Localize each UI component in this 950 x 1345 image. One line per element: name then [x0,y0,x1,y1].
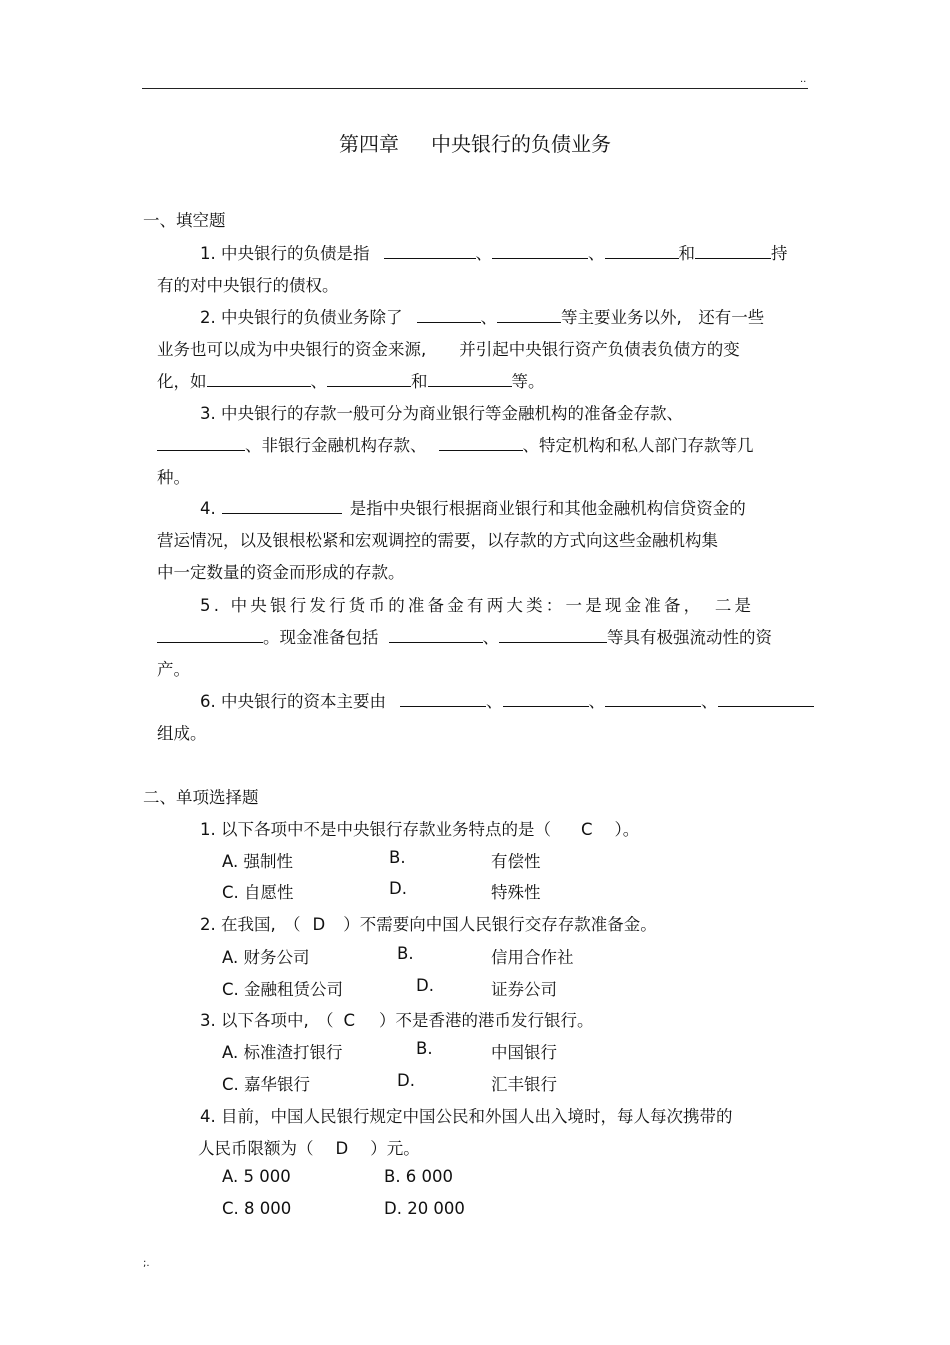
q2-line1: 2. 中央银行的负债业务除了 、 等主要业务以外, 还有一些 [200,308,765,327]
mc-q3-option-c: C. 嘉华银行 [222,1075,311,1094]
mc-q4-option-c: C. 8 000 [222,1199,292,1218]
q4-line3: 中一定数量的资金而形成的存款。 [157,563,405,582]
mc-q4-option-a: A. 5 000 [222,1167,291,1186]
q3-line3: 种。 [157,468,190,487]
mc-q3-answer: C [343,1011,356,1030]
q5-line3: 产。 [157,660,190,679]
mc-q3-stem: 3. 以下各项中, （ C ）不是香港的港币发行银行。 [200,1011,594,1030]
header-rule [142,88,808,89]
q5-line1: 5. 中央银行发行货币的准备金有两大类：一是现金准备， 二是 [200,596,755,615]
blank [497,308,561,323]
q2-line2: 业务也可以成为中央银行的资金来源, 并引起中央银行资产负债表负债方的变 [157,340,740,359]
mc-q1-option-b-letter: B. [389,848,406,867]
blank [503,692,589,707]
mc-q3-option-b-letter: B. [416,1039,433,1058]
q4-line1: 4. 是指中央银行根据商业银行和其他金融机构信贷资金的 [200,499,746,518]
blank [384,244,476,259]
mc-q4-option-d: D. 20 000 [384,1199,465,1218]
mc-q1-option-d-letter: D. [389,879,407,898]
mc-q3-option-b: 中国银行 [491,1043,557,1062]
mc-q1-answer: C [581,820,593,839]
blank [439,436,523,451]
mc-q4-option-b: B. 6 000 [384,1167,454,1186]
blank [417,308,481,323]
mc-q1-option-a: A. 强制性 [222,852,293,871]
mc-q1-option-d: 特殊性 [491,883,541,902]
q1-line2: 有的对中央银行的债权。 [157,276,339,295]
section-heading-single-choice: 二、单项选择题 [143,788,259,807]
section-heading-fill-blank: 一、填空题 [143,211,226,230]
chapter-title [0,128,950,157]
header-dots: .. [800,74,807,85]
q3-line1: 3. 中央银行的存款一般可分为商业银行等金融机构的准备金存款、 [200,404,683,423]
blank [718,692,814,707]
mc-q2-option-d-letter: D. [416,976,434,995]
mc-q4-stem-line2: 人民币限额为（ D ）元。 [198,1139,420,1158]
mc-q3-option-d-letter: D. [397,1071,415,1090]
blank [157,436,245,451]
mc-q2-stem: 2. 在我国, （ D ）不需要向中国人民银行交存存款准备金。 [200,915,657,934]
q6-line1: 6. 中央银行的资本主要由 、 、 、 [200,688,814,712]
q5-line2: 。现金准备包括 、 等具有极强流动性的资 [157,624,772,648]
blank [499,628,607,643]
mc-q4-stem-line1: 4. 目前，中国人民银行规定中国公民和外国人出入境时，每人每次携带的 [200,1107,733,1126]
blank [605,692,701,707]
blank [222,499,342,514]
mc-q4-answer: D [335,1139,349,1158]
mc-q2-option-c: C. 金融租赁公司 [222,980,344,999]
chapter-number: 第四章 [339,132,399,156]
q3-line2: 、非银行金融机构存款、 、特定机构和私人部门存款等几 [157,432,754,456]
mc-q1-option-c: C. 自愿性 [222,883,294,902]
mc-q2-option-b: 信用合作社 [491,948,574,967]
mc-q2-option-d: 证券公司 [491,980,557,999]
footer-dots: ;. [143,1258,150,1269]
mc-q2-option-b-letter: B. [397,944,414,963]
q1-line1: 1. 中央银行的负债是指 、 、 和 持 [200,244,788,263]
mc-q2-option-a: A. 财务公司 [222,948,310,967]
q6-line2: 组成。 [157,724,207,743]
blank [695,244,771,259]
mc-q1-option-b: 有偿性 [491,852,541,871]
blank [428,372,512,387]
mc-q2-answer: D [312,915,326,934]
chapter-name: 中央银行的负债业务 [431,132,611,156]
q2-line3: 化，如 、 和 等。 [157,372,545,391]
blank [327,372,411,387]
blank [605,244,679,259]
blank [400,692,486,707]
blank [207,372,311,387]
q4-line2: 营运情况，以及银根松紧和宏观调控的需要，以存款的方式向这些金融机构集 [157,531,718,550]
mc-q1-stem: 1. 以下各项中不是中央银行存款业务特点的是（ C ）。 [200,820,640,839]
mc-q3-option-d: 汇丰银行 [491,1075,557,1094]
blank [492,244,588,259]
mc-q3-option-a: A. 标准渣打银行 [222,1043,343,1062]
blank [389,628,483,643]
blank [157,628,263,643]
